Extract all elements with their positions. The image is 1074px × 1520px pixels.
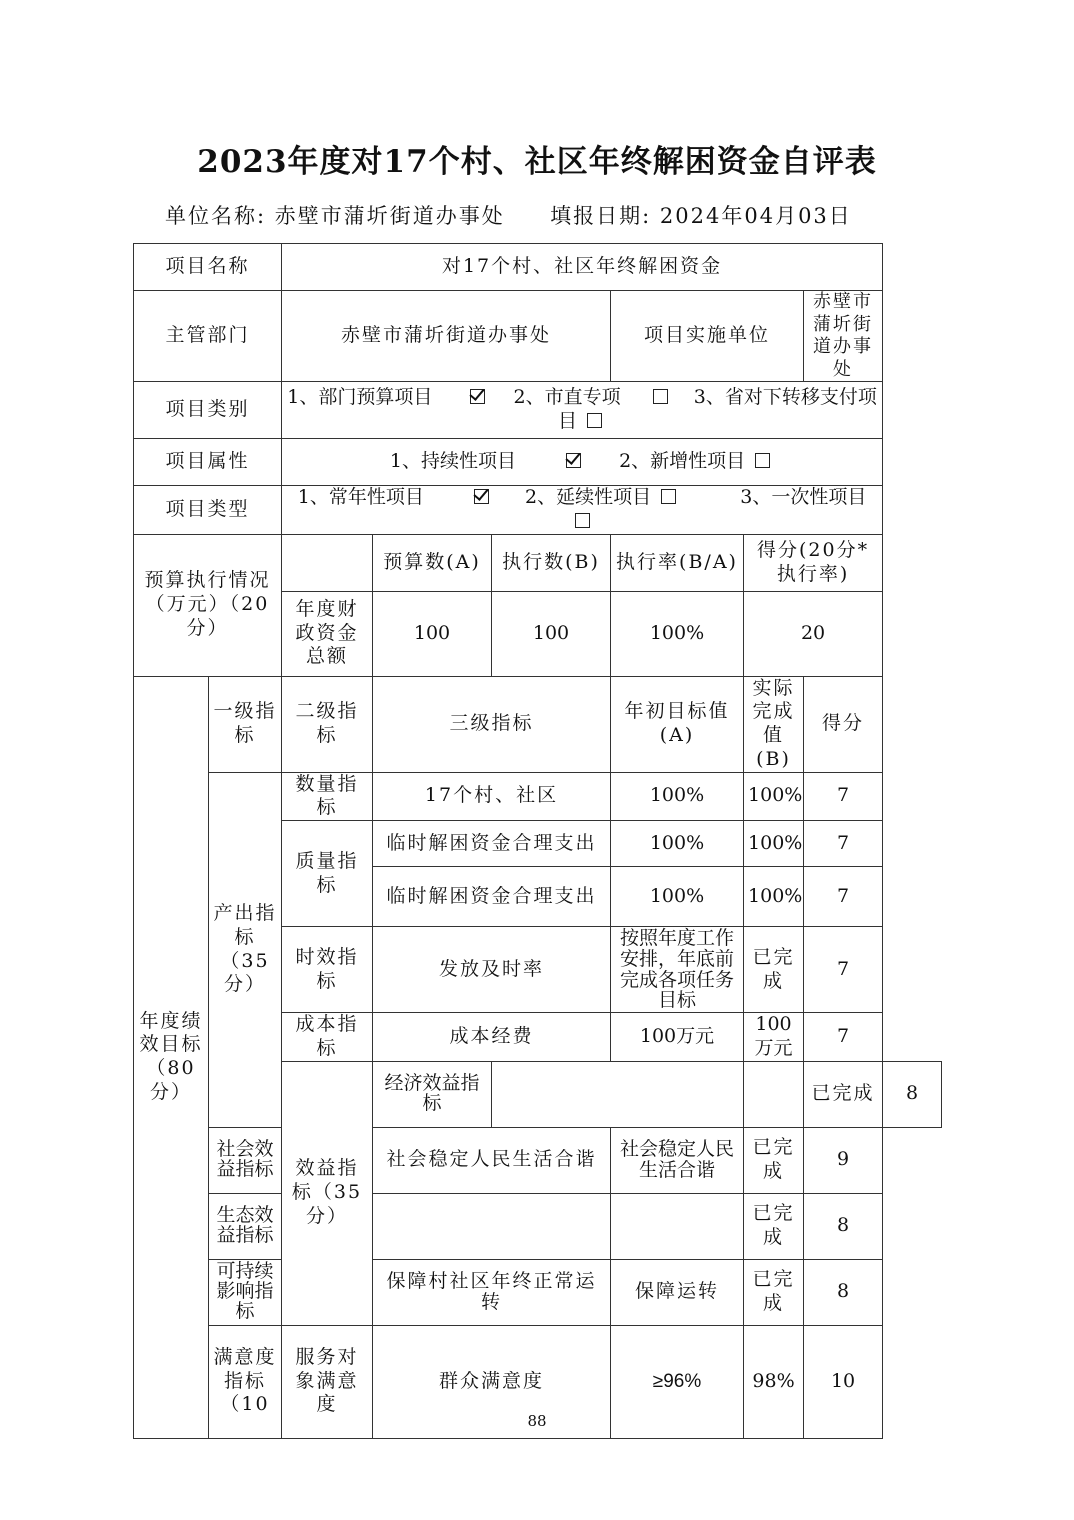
col-budget-header: 预算数(A)	[373, 534, 492, 591]
r1-level2: 数量指标	[282, 772, 373, 821]
r6-score: 8	[883, 1061, 942, 1127]
score-value: 20	[744, 591, 883, 676]
r3-actual: 100%	[744, 867, 804, 927]
r8-level2: 生态效益指标	[209, 1193, 282, 1259]
r10-level2: 服务对象满意度	[282, 1325, 373, 1438]
h-target: 年初目标值(A)	[611, 676, 744, 772]
attr-label: 项目属性	[134, 439, 282, 486]
impl-value: 赤壁市蒲圻街道办事处	[804, 291, 883, 382]
category-opt1: 1、部门预算项目	[287, 386, 433, 409]
r4-level2: 时效指标	[282, 927, 373, 1013]
col-rate-header: 执行率(B/A)	[611, 534, 744, 591]
output-label: 产出指标（35分）	[209, 772, 282, 1127]
r9-score: 8	[804, 1259, 883, 1325]
r5-score: 7	[804, 1013, 883, 1062]
r2-level3: 临时解困资金合理支出	[373, 821, 611, 867]
h-level1: 一级指标	[209, 676, 282, 772]
r5-target: 100万元	[611, 1013, 744, 1062]
checkbox-checked-icon	[474, 489, 489, 504]
r8-score: 8	[804, 1193, 883, 1259]
satisfaction-label: 满意度指标（10	[209, 1325, 282, 1438]
checkbox-checked-icon	[566, 453, 581, 468]
r9-target: 保障运转	[611, 1259, 744, 1325]
dept-label: 主管部门	[134, 291, 282, 382]
category-label: 项目类别	[134, 382, 282, 439]
category-options	[282, 382, 883, 439]
r10-level3: 群众满意度	[373, 1325, 611, 1438]
r6-level2: 经济效益指标	[373, 1061, 492, 1127]
type-opt3: 3、一次性项目	[740, 486, 867, 508]
evaluation-table	[133, 243, 942, 1439]
r7-score: 9	[804, 1127, 883, 1193]
r4-actual: 已完成	[744, 927, 804, 1013]
budget-blank-header	[282, 534, 373, 591]
r10-actual: 98%	[744, 1325, 804, 1438]
budget-row-label: 年度财政资金总额	[282, 591, 373, 676]
r10-target: ≥96%	[611, 1325, 744, 1438]
r4-score: 7	[804, 927, 883, 1013]
r9-actual: 已完成	[744, 1259, 804, 1325]
h-actual: 实际完成值(B)	[744, 676, 804, 772]
h-score: 得分	[804, 676, 883, 772]
h-level3: 三级指标	[373, 676, 611, 772]
r3-target: 100%	[611, 867, 744, 927]
r2-target: 100%	[611, 821, 744, 867]
benefit-label: 效益指标（35分）	[282, 1061, 373, 1325]
r7-level2: 社会效益指标	[209, 1127, 282, 1193]
r9-level3: 保障村社区年终正常运转	[373, 1259, 611, 1325]
r1-actual: 100%	[744, 772, 804, 821]
dept-value: 赤壁市蒲圻街道办事处	[282, 291, 611, 382]
r7-level3: 社会稳定人民生活合谐	[373, 1127, 611, 1193]
r2-actual: 100%	[744, 821, 804, 867]
type-opt2: 2、延续性项目	[525, 486, 652, 508]
r8-level3	[373, 1193, 611, 1259]
checkbox-empty-icon	[661, 489, 676, 504]
unit-label: 单位名称:	[165, 204, 267, 228]
r5-actual: 100万元	[744, 1013, 804, 1062]
checkbox-empty-icon	[755, 453, 770, 468]
r1-level3: 17个村、社区	[373, 772, 611, 821]
unit-info-line	[165, 200, 852, 230]
budget-label: 预算执行情况（万元）（20分）	[134, 534, 282, 676]
category-opt3: 3、省对下转移支付项目	[558, 386, 877, 432]
date-value: 2024年04月03日	[659, 204, 852, 228]
r5-level2: 成本指标	[282, 1013, 373, 1062]
col-exec-header: 执行数(B)	[492, 534, 611, 591]
project-name-label: 项目名称	[134, 244, 282, 291]
impl-label: 项目实施单位	[611, 291, 804, 382]
category-opt2: 2、市直专项	[513, 386, 621, 409]
type-label: 项目类型	[134, 486, 282, 535]
r4-target: 按照年度工作安排，年底前完成各项任务目标	[611, 927, 744, 1013]
r8-actual: 已完成	[744, 1193, 804, 1259]
date-label: 填报日期:	[550, 204, 652, 228]
r9-level2: 可持续影响指标	[209, 1259, 282, 1325]
exec-value: 100	[492, 591, 611, 676]
attr-options	[282, 439, 883, 486]
r7-target: 社会稳定人民生活合谐	[611, 1127, 744, 1193]
checkbox-checked-icon	[470, 389, 485, 404]
r1-score: 7	[804, 772, 883, 821]
r2-score: 7	[804, 821, 883, 867]
r6-level3	[492, 1061, 744, 1127]
r1-target: 100%	[611, 772, 744, 821]
h-level2: 二级指标	[282, 676, 373, 772]
checkbox-empty-icon	[575, 513, 590, 528]
r5-level3: 成本经费	[373, 1013, 611, 1062]
r4-level3: 发放及时率	[373, 927, 611, 1013]
unit-value: 赤壁市蒲圻街道办事处	[274, 204, 505, 228]
col-score-header: 得分(20分*执行率)	[744, 534, 883, 591]
rate-value: 100%	[611, 591, 744, 676]
r3-score: 7	[804, 867, 883, 927]
checkbox-empty-icon	[653, 389, 668, 404]
budget-value: 100	[373, 591, 492, 676]
page-number: 88	[527, 1412, 547, 1430]
attr-opt2: 2、新增性项目	[619, 450, 746, 473]
perf-label: 年度绩效目标（80分）	[134, 676, 209, 1438]
r8-target	[611, 1193, 744, 1259]
checkbox-empty-icon	[587, 413, 602, 428]
page-title: 2023年度对17个村、社区年终解困资金自评表	[197, 144, 877, 180]
attr-opt1: 1、持续性项目	[389, 450, 516, 473]
project-name-value: 对17个村、社区年终解困资金	[282, 244, 883, 291]
type-opt1: 1、常年性项目	[297, 486, 424, 508]
r6-target	[744, 1061, 804, 1127]
r2-level2: 质量指标	[282, 821, 373, 927]
r3-level3: 临时解困资金合理支出	[373, 867, 611, 927]
type-options	[282, 486, 883, 535]
r7-actual: 已完成	[744, 1127, 804, 1193]
r6-actual: 已完成	[804, 1061, 883, 1127]
r10-score: 10	[804, 1325, 883, 1438]
